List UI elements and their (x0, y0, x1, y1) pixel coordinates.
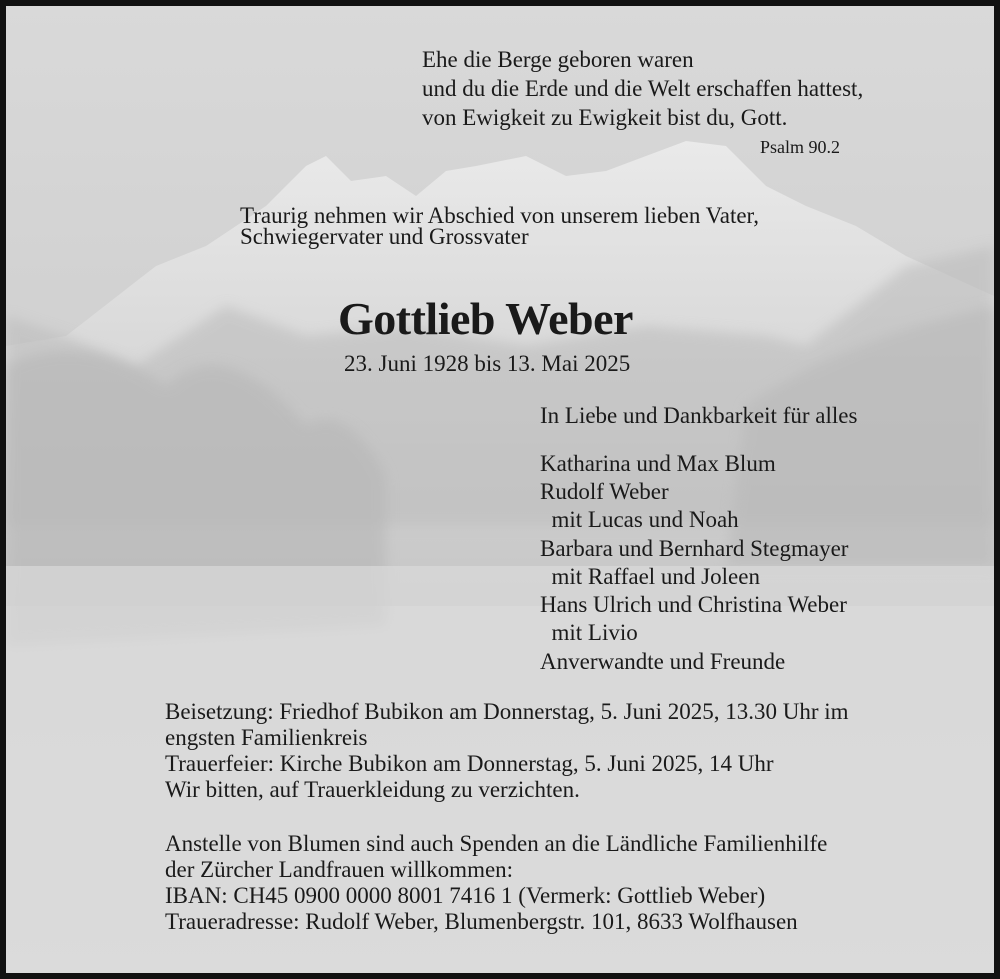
life-dates: 23. Juni 1928 bis 13. Mai 2025 (344, 351, 631, 376)
ceremony-line: engsten Familienkreis (165, 725, 368, 750)
mourner-line: Katharina und Max Blum (540, 451, 776, 476)
donation-line: Anstelle von Blumen sind auch Spenden an die Ländliche Familienhilfe (165, 831, 828, 856)
ceremony-line: Wir bitten, auf Trauerkleidung zu verzichten. (165, 777, 580, 802)
mourner-line: Anverwandte und Freunde (540, 649, 786, 674)
intro-line: Schwiegervater und Grossvater (240, 224, 529, 249)
mourner-line: mit Lucas und Noah (540, 507, 739, 532)
quote-line: von Ewigkeit zu Ewigkeit bist du, Gott. (422, 105, 788, 130)
ceremony-line: Trauerfeier: Kirche Bubikon am Donnerstag, 5. Juni 2025, 14 Uhr (165, 751, 774, 776)
death-notice (6, 6, 994, 973)
mourner-line: Barbara und Bernhard Stegmayer (540, 536, 849, 561)
mourner-line: mit Raffael und Joleen (540, 564, 760, 589)
intro-line: Traurig nehmen wir Abschied von unserem lieben Vater, (240, 203, 760, 228)
gratitude-line: In Liebe und Dankbarkeit für alles (540, 403, 858, 428)
mourner-line: Rudolf Weber (540, 479, 669, 504)
donation-line: der Zürcher Landfrauen willkommen: (165, 857, 514, 882)
mountain-background-image (6, 6, 994, 973)
quote-line: Ehe die Berge geboren waren (422, 47, 694, 72)
mourner-line: mit Livio (540, 620, 638, 645)
ceremony-line: Beisetzung: Friedhof Bubikon am Donnerstag, 5. Juni 2025, 13.30 Uhr im (165, 699, 849, 724)
deceased-name: Gottlieb Weber (338, 293, 633, 344)
quote-line: und du die Erde und die Welt erschaffen hattest, (422, 76, 864, 101)
address-line: Traueradresse: Rudolf Weber, Blumenbergstr. 101, 8633 Wolfhausen (165, 909, 798, 934)
mourner-line: Hans Ulrich und Christina Weber (540, 592, 847, 617)
quote-source: Psalm 90.2 (760, 137, 841, 157)
iban-line: IBAN: CH45 0900 0000 8001 7416 1 (Vermerk: Gottlieb Weber) (165, 883, 766, 908)
